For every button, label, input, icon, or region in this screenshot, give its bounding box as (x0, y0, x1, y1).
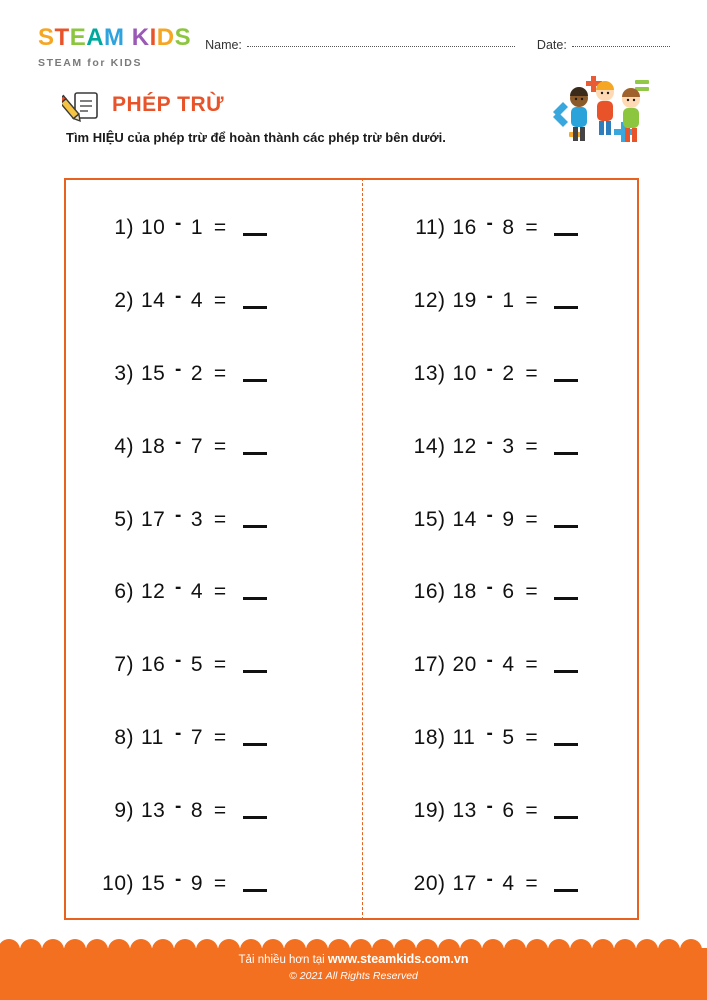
equals-sign: = (525, 580, 539, 604)
operand-a: 14 (452, 507, 477, 531)
operand-a: 17 (141, 507, 166, 531)
operand-a: 10 (452, 361, 477, 385)
minus-icon: - (486, 795, 494, 817)
problem-row (412, 853, 640, 915)
equals-sign: = (213, 653, 227, 677)
answer-blank[interactable] (243, 876, 267, 892)
equals-sign: = (213, 798, 227, 822)
brand-logo (38, 22, 191, 69)
problem-row (412, 780, 640, 842)
problem-row (412, 561, 640, 623)
operand-a: 15 (141, 871, 166, 895)
operand-b: 3 (190, 507, 204, 531)
kids-clipart-icon (547, 72, 659, 150)
problem-row (100, 343, 352, 405)
problem-row (412, 416, 640, 478)
minus-icon: - (175, 650, 182, 672)
problem-number: 4) (114, 434, 134, 458)
operand-b: 7 (190, 725, 204, 749)
answer-blank[interactable] (554, 730, 578, 746)
problem-row (100, 634, 352, 696)
equals-sign: = (213, 580, 227, 604)
minus-icon: - (486, 358, 494, 380)
problem-number: 9) (114, 798, 134, 822)
operand-b: 9 (190, 871, 204, 895)
problem-number: 5) (114, 507, 134, 531)
problems-column-right (352, 178, 640, 920)
answer-blank[interactable] (243, 512, 267, 528)
problem-row (100, 416, 352, 478)
equals-sign: = (525, 434, 539, 458)
operand-b: 2 (502, 361, 515, 385)
minus-icon: - (175, 504, 182, 526)
problem-number: 2) (114, 289, 134, 313)
problems-columns (64, 178, 639, 920)
problem-number: 14) (413, 434, 446, 458)
operand-b: 4 (190, 580, 204, 604)
minus-icon: - (486, 722, 494, 744)
operand-b: 3 (502, 434, 515, 458)
answer-blank[interactable] (554, 657, 578, 673)
minus-icon: - (486, 504, 494, 526)
instructions-text: Tìm HIỆU của phép trừ để hoàn thành các phép trừ bên dưới. (66, 130, 446, 145)
answer-blank[interactable] (554, 803, 578, 819)
equals-sign: = (525, 725, 539, 749)
name-label: Name: (205, 38, 242, 52)
operand-a: 13 (452, 798, 477, 822)
operand-a: 17 (452, 871, 477, 895)
problem-row (412, 270, 640, 332)
problem-row (100, 489, 352, 551)
problem-row (100, 853, 352, 915)
operand-b: 4 (190, 289, 204, 313)
operand-a: 12 (141, 580, 166, 604)
name-date-fields (191, 22, 670, 52)
minus-icon: - (486, 213, 494, 235)
operand-a: 18 (452, 580, 477, 604)
operand-a: 13 (141, 798, 166, 822)
operand-a: 16 (452, 216, 477, 240)
operand-b: 4 (502, 871, 515, 895)
operand-a: 10 (141, 216, 166, 240)
operand-a: 20 (452, 653, 477, 677)
problem-number: 8) (114, 725, 134, 749)
minus-icon: - (486, 868, 494, 890)
operand-b: 6 (502, 580, 515, 604)
equals-sign: = (525, 361, 539, 385)
date-field-group (537, 38, 670, 52)
minus-icon: - (175, 577, 182, 599)
problem-row (412, 197, 640, 259)
equals-sign: = (525, 653, 539, 677)
problem-number: 1) (114, 216, 134, 240)
answer-blank[interactable] (243, 439, 267, 455)
page-title: PHÉP TRỪ (112, 93, 225, 116)
name-input[interactable] (247, 45, 515, 47)
footer-prefix: Tải nhiều hơn tại (238, 954, 328, 966)
page-footer (0, 948, 707, 1000)
answer-blank[interactable] (554, 293, 578, 309)
problem-row (412, 634, 640, 696)
operand-b: 5 (190, 653, 204, 677)
equals-sign: = (525, 289, 539, 313)
pencil-paper-icon (62, 88, 106, 122)
answer-blank[interactable] (243, 220, 267, 236)
answer-blank[interactable] (554, 512, 578, 528)
operand-a: 11 (141, 725, 164, 749)
equals-sign: = (525, 798, 539, 822)
answer-blank[interactable] (243, 293, 267, 309)
minus-icon: - (175, 795, 182, 817)
problem-row (100, 780, 352, 842)
minus-icon: - (175, 722, 182, 744)
problem-number: 11) (415, 216, 446, 240)
footer-site-url[interactable]: www.steamkids.com.vn (327, 952, 469, 966)
problem-row (412, 707, 640, 769)
equals-sign: = (213, 871, 227, 895)
problem-number: 16) (413, 580, 446, 604)
answer-blank[interactable] (243, 803, 267, 819)
minus-icon: - (175, 286, 182, 308)
problem-number: 17) (413, 653, 446, 677)
problem-row (100, 561, 352, 623)
brand-tagline: STEAM for KIDS (38, 57, 143, 69)
equals-sign: = (213, 289, 227, 313)
problem-row (100, 707, 352, 769)
name-field-group (205, 38, 515, 52)
minus-icon: - (486, 650, 494, 672)
operand-b: 4 (502, 653, 515, 677)
problem-row (100, 197, 352, 259)
date-input[interactable] (572, 45, 670, 47)
problem-row (412, 343, 640, 405)
footer-site-line (0, 948, 707, 966)
operand-b: 6 (502, 798, 515, 822)
operand-a: 19 (452, 289, 477, 313)
problem-number: 15) (413, 507, 446, 531)
problem-number: 12) (413, 289, 446, 313)
operand-a: 14 (141, 289, 166, 313)
title-row (62, 88, 224, 122)
problem-row (100, 270, 352, 332)
problem-number: 6) (114, 580, 134, 604)
problem-row (412, 489, 640, 551)
operand-a: 12 (452, 434, 477, 458)
operand-b: 1 (502, 289, 515, 313)
operand-a: 16 (141, 653, 166, 677)
answer-blank[interactable] (243, 730, 267, 746)
operand-b: 7 (190, 434, 204, 458)
operand-a: 18 (141, 434, 166, 458)
answer-blank[interactable] (554, 220, 578, 236)
problem-number: 13) (413, 361, 446, 385)
minus-icon: - (175, 213, 182, 235)
operand-a: 11 (452, 725, 476, 749)
equals-sign: = (525, 871, 539, 895)
operand-a: 15 (141, 361, 166, 385)
operand-b: 2 (190, 361, 204, 385)
answer-blank[interactable] (554, 584, 578, 600)
problems-column-left (64, 178, 352, 920)
footer-copyright: © 2021 All Rights Reserved (289, 970, 418, 982)
minus-icon: - (175, 868, 182, 890)
answer-blank[interactable] (554, 876, 578, 892)
answer-blank[interactable] (243, 584, 267, 600)
equals-sign: = (525, 507, 539, 531)
problem-number: 7) (114, 653, 134, 677)
answer-blank[interactable] (554, 366, 578, 382)
answer-blank[interactable] (554, 439, 578, 455)
equals-sign: = (213, 507, 227, 531)
minus-icon: - (175, 431, 182, 453)
equals-sign: = (213, 434, 227, 458)
equals-sign: = (525, 216, 539, 240)
problem-number: 10) (102, 871, 134, 895)
answer-blank[interactable] (243, 657, 267, 673)
minus-icon: - (486, 286, 494, 308)
operand-b: 5 (502, 725, 515, 749)
operand-b: 8 (502, 216, 515, 240)
date-label: Date: (536, 38, 567, 52)
operand-b: 1 (190, 216, 204, 240)
problem-number: 20) (413, 871, 446, 895)
equals-sign: = (213, 361, 227, 385)
operand-b: 9 (502, 507, 515, 531)
equals-sign: = (213, 725, 227, 749)
problem-number: 3) (114, 361, 134, 385)
equals-sign: = (213, 216, 227, 240)
brand-title: STEAM KIDS (38, 24, 192, 51)
minus-icon: - (486, 577, 494, 599)
answer-blank[interactable] (243, 366, 267, 382)
minus-icon: - (175, 358, 182, 380)
problem-number: 18) (413, 725, 446, 749)
operand-b: 8 (190, 798, 204, 822)
problem-number: 19) (413, 798, 446, 822)
minus-icon: - (486, 431, 494, 453)
